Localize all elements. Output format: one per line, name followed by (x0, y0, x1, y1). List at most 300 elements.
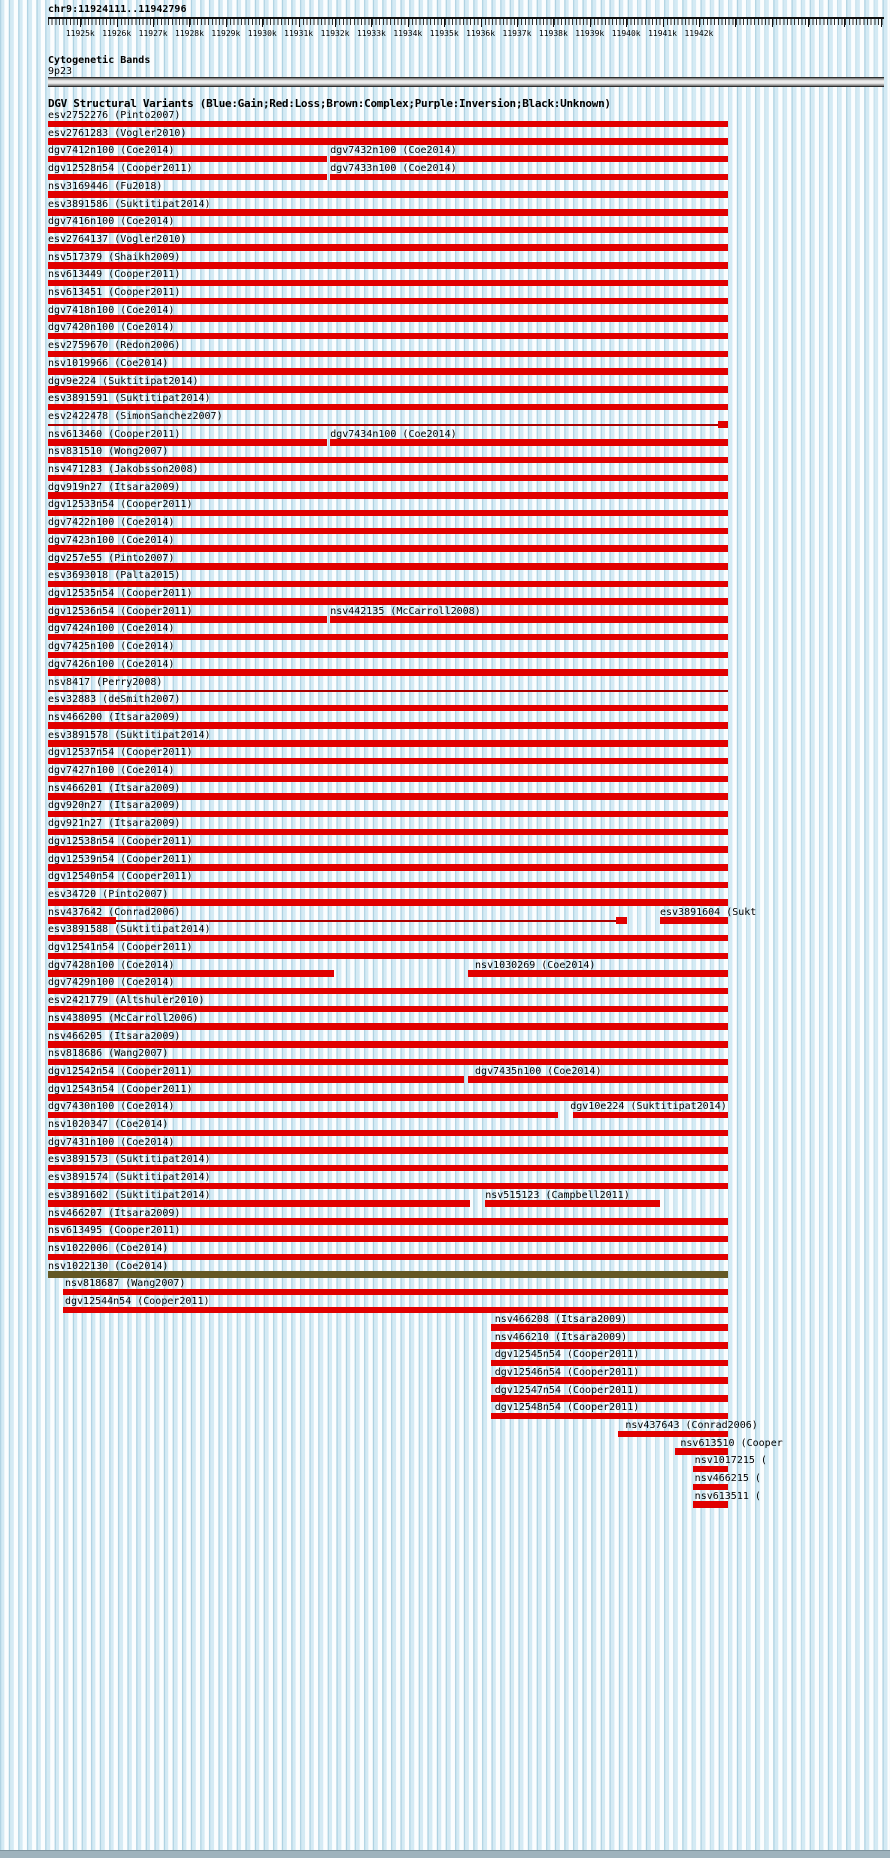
variant-label[interactable]: dgv12538n54 (Cooper2011) (48, 835, 193, 847)
ruler-major-tick (481, 17, 482, 27)
variant-bar[interactable] (693, 1501, 728, 1508)
variant-bar[interactable] (48, 227, 728, 234)
ruler-tick-label: 11935k (429, 29, 459, 38)
variant-bar[interactable] (718, 421, 728, 428)
variant-row (48, 305, 848, 323)
variant-label[interactable]: nsv466207 (Itsara2009) (48, 1207, 181, 1219)
variant-row (48, 783, 848, 801)
ruler-major-tick (844, 17, 845, 27)
variant-row (48, 1084, 848, 1102)
variant-label[interactable]: nsv437642 (Conrad2006) (48, 906, 181, 918)
variant-label[interactable]: dgv7424n100 (Coe2014) (48, 623, 175, 635)
variant-row (48, 252, 848, 270)
variant-row (48, 1420, 848, 1438)
variant-bar[interactable] (48, 333, 728, 340)
variant-row (48, 712, 848, 730)
variant-row (48, 960, 848, 978)
variant-label[interactable]: esv2422478 (SimonSanchez2007) (48, 410, 223, 422)
variant-bar[interactable] (48, 581, 728, 588)
variant-label[interactable]: dgv12536n54 (Cooper2011) (48, 605, 193, 617)
variant-label[interactable]: nsv1022130 (Coe2014) (48, 1260, 169, 1272)
variant-bar[interactable] (48, 1059, 728, 1066)
variant-row (48, 1455, 848, 1473)
variant-label[interactable]: nsv1019966 (Coe2014) (48, 357, 169, 369)
variant-row (48, 570, 848, 588)
ruler-tick-label: 11930k (247, 29, 277, 38)
variant-row (48, 1261, 848, 1279)
ruler-tick-label: 11940k (611, 29, 641, 38)
variant-label[interactable]: dgv7431n100 (Coe2014) (48, 1136, 175, 1148)
variant-row (48, 924, 848, 942)
variant-row (48, 854, 848, 872)
ruler-major-tick (189, 17, 190, 27)
variant-bar[interactable] (330, 616, 728, 623)
variant-row (48, 163, 848, 181)
variant-label[interactable]: nsv437643 (Conrad2006) (625, 1420, 758, 1432)
variant-row (48, 871, 848, 889)
variant-bar[interactable] (491, 1377, 728, 1384)
variant-bar[interactable] (48, 404, 728, 411)
variant-bar[interactable] (63, 1289, 728, 1296)
variant-label[interactable]: dgv257e55 (Pinto2007) (48, 552, 175, 564)
ruler-major-tick (117, 17, 118, 27)
variant-label[interactable]: esv2752276 (Pinto2007) (48, 110, 181, 121)
variant-row (48, 1314, 848, 1332)
ruler-major-tick (590, 17, 591, 27)
ruler-major-tick (335, 17, 336, 27)
variant-label[interactable]: nsv1020347 (Coe2014) (48, 1119, 169, 1131)
variant-row (48, 677, 848, 695)
ruler-major-tick (444, 17, 445, 27)
variant-bar[interactable] (48, 368, 728, 375)
variant-bar[interactable] (48, 439, 327, 446)
variant-bar[interactable] (330, 439, 728, 446)
variant-bar[interactable] (48, 1254, 728, 1261)
ruler-major-tick (262, 17, 263, 27)
variant-label[interactable]: esv3891602 (Suktitipat2014) (48, 1189, 211, 1201)
variant-bar[interactable] (693, 1466, 728, 1473)
variant-bar[interactable] (63, 1307, 728, 1314)
variant-label[interactable]: esv32883 (deSmith2007) (48, 694, 181, 706)
variant-row (48, 1048, 848, 1066)
variant-row (48, 358, 848, 376)
variant-bar[interactable] (573, 1112, 728, 1119)
variant-label[interactable]: esv2761283 (Vogler2010) (48, 127, 187, 139)
variant-label[interactable]: nsv517379 (Shaikh2009) (48, 251, 181, 263)
variant-label[interactable]: esv3891574 (Suktitipat2014) (48, 1172, 211, 1184)
variant-bar[interactable] (48, 1271, 728, 1278)
variant-row (48, 907, 848, 925)
variant-bar[interactable] (491, 1324, 728, 1331)
variant-label[interactable]: nsv466200 (Itsara2009) (48, 711, 181, 723)
variant-label[interactable]: nsv1022006 (Coe2014) (48, 1243, 169, 1254)
region-title: chr9:11924111..11942796 (48, 4, 187, 15)
variant-label[interactable]: dgv12539n54 (Cooper2011) (48, 853, 193, 865)
variant-label[interactable]: dgv7422n100 (Coe2014) (48, 517, 175, 529)
variant-bar[interactable] (48, 1200, 470, 1207)
variant-row (48, 340, 848, 358)
dgv-section-title: DGV Structural Variants (Blue:Gain;Red:Loss;Brown:Complex;Purple:Inversion;Black:Unknown) (48, 97, 611, 110)
variant-label[interactable]: nsv515123 (Campbell2011) (485, 1189, 630, 1201)
variant-bar[interactable] (48, 899, 728, 906)
variant-label[interactable]: nsv438095 (McCarroll2006) (48, 1012, 199, 1024)
variant-label[interactable]: esv2759670 (Redon2006) (48, 340, 181, 352)
variant-bar[interactable] (48, 758, 728, 765)
variant-label[interactable]: dgv7425n100 (Coe2014) (48, 641, 175, 653)
ruler-baseline[interactable] (48, 17, 884, 25)
variant-row (48, 482, 848, 500)
variant-bar[interactable] (48, 953, 728, 960)
variant-row (48, 269, 848, 287)
variant-bar[interactable] (48, 298, 728, 305)
variant-row (48, 199, 848, 217)
variant-label[interactable]: dgv12535n54 (Cooper2011) (48, 587, 193, 599)
variant-label[interactable]: dgv7423n100 (Coe2014) (48, 534, 175, 546)
variant-bar[interactable] (616, 917, 628, 924)
variant-bar[interactable] (330, 156, 728, 163)
variant-bar[interactable] (48, 616, 327, 623)
variant-bar[interactable] (48, 1218, 728, 1225)
variant-label[interactable]: esv3891573 (Suktitipat2014) (48, 1154, 211, 1166)
variant-bar[interactable] (48, 510, 728, 517)
variant-row (48, 995, 848, 1013)
variant-label[interactable]: dgv7427n100 (Coe2014) (48, 765, 175, 777)
variant-bar[interactable] (48, 351, 728, 358)
variant-row (48, 1243, 848, 1261)
variant-row (48, 641, 848, 659)
variant-bar[interactable] (48, 1165, 728, 1172)
variant-bar[interactable] (48, 1183, 728, 1190)
variant-label[interactable]: dgv7432n100 (Coe2014) (330, 145, 457, 157)
variant-label[interactable]: dgv7433n100 (Coe2014) (330, 163, 457, 175)
variant-row (48, 1031, 848, 1049)
variant-bar[interactable] (48, 811, 728, 818)
variant-row (48, 889, 848, 907)
ruler-tick-label: 11938k (538, 29, 568, 38)
variant-bar[interactable] (48, 545, 728, 552)
variant-row (48, 517, 848, 535)
variant-bar[interactable] (48, 690, 728, 692)
variant-bar[interactable] (491, 1342, 728, 1349)
variant-label[interactable]: dgv921n27 (Itsara2009) (48, 818, 181, 830)
ruler-tick-label: 11937k (502, 29, 532, 38)
variant-bar[interactable] (468, 970, 728, 977)
variant-bar[interactable] (116, 920, 616, 922)
variant-label[interactable]: nsv471283 (Jakobsson2008) (48, 464, 199, 476)
ruler-major-tick (881, 17, 882, 27)
variant-label[interactable]: dgv919n27 (Itsara2009) (48, 481, 181, 493)
ruler-tick-label: 11931k (284, 29, 314, 38)
variant-bar[interactable] (48, 475, 728, 482)
variant-bar[interactable] (48, 1041, 728, 1048)
variant-bar[interactable] (48, 424, 718, 426)
variant-label[interactable]: dgv12537n54 (Cooper2011) (48, 747, 193, 759)
variant-bar[interactable] (48, 1130, 728, 1137)
variant-row (48, 1208, 848, 1226)
ruler-major-tick (772, 17, 773, 27)
variant-row (48, 800, 848, 818)
variant-bar[interactable] (491, 1360, 728, 1367)
variant-row (48, 1101, 848, 1119)
variant-row (48, 1190, 848, 1208)
variant-row (48, 623, 848, 641)
variant-bar[interactable] (48, 138, 728, 145)
variant-label[interactable]: nsv442135 (McCarroll2008) (330, 605, 481, 617)
ruler-tick-label: 11929k (211, 29, 241, 38)
variant-label[interactable]: nsv613511 ( (694, 1490, 761, 1502)
variant-label[interactable]: dgv7416n100 (Coe2014) (48, 216, 175, 228)
variant-row (48, 535, 848, 553)
variant-bar[interactable] (48, 776, 728, 783)
variant-row (48, 429, 848, 447)
variant-row (48, 1491, 848, 1509)
variant-bar[interactable] (48, 244, 728, 251)
variant-label[interactable]: dgv12547n54 (Cooper2011) (494, 1384, 640, 1396)
variant-label[interactable]: nsv818686 (Wang2007) (48, 1048, 169, 1060)
variant-row (48, 1013, 848, 1031)
variant-bar[interactable] (48, 705, 728, 712)
variant-label[interactable]: nsv613510 (Cooper (680, 1437, 783, 1449)
variant-label[interactable]: nsv466208 (Itsara2009) (494, 1313, 628, 1325)
variant-label[interactable]: esv2764137 (Vogler2010) (48, 233, 187, 245)
variant-row (48, 110, 848, 128)
variant-bar[interactable] (48, 652, 728, 659)
variant-label[interactable]: dgv7430n100 (Coe2014) (48, 1101, 175, 1113)
variant-row (48, 1225, 848, 1243)
variant-label[interactable]: dgv12541n54 (Cooper2011) (48, 942, 193, 954)
variant-bar[interactable] (48, 156, 327, 163)
variant-label[interactable]: nsv613449 (Cooper2011) (48, 269, 181, 281)
variant-row (48, 393, 848, 411)
ruler-major-tick (699, 17, 700, 27)
variant-label[interactable]: nsv818687 (Wang2007) (65, 1278, 186, 1290)
ruler-tick-label: 11927k (138, 29, 168, 38)
variant-bar[interactable] (48, 1006, 728, 1013)
variant-row (48, 376, 848, 394)
variant-bar[interactable] (660, 917, 728, 924)
variant-bar[interactable] (48, 1094, 728, 1101)
variant-row (48, 588, 848, 606)
ruler-tick-label: 11942k (684, 29, 714, 38)
variant-bar[interactable] (48, 1112, 558, 1119)
variant-label[interactable]: esv3891591 (Suktitipat2014) (48, 393, 211, 405)
variant-label[interactable]: esv2421779 (Altshuler2010) (48, 995, 205, 1007)
variant-label[interactable]: nsv613451 (Cooper2011) (48, 287, 181, 299)
variant-bar[interactable] (48, 882, 728, 889)
variant-bar[interactable] (48, 121, 728, 128)
ruler-major-tick (408, 17, 409, 27)
variant-bar[interactable] (48, 262, 728, 269)
variant-bar[interactable] (48, 793, 728, 800)
variant-row (48, 1385, 848, 1403)
variant-row (48, 765, 848, 783)
variant-row (48, 322, 848, 340)
variant-row (48, 694, 848, 712)
ruler-tick-label: 11928k (175, 29, 204, 38)
variant-bar[interactable] (48, 970, 334, 977)
variant-bar[interactable] (48, 598, 728, 605)
variant-row (48, 1172, 848, 1190)
variant-bar[interactable] (468, 1076, 728, 1083)
variant-label[interactable]: esv34720 (Pinto2007) (48, 888, 169, 900)
variant-row (48, 606, 848, 624)
variant-label[interactable]: dgv12543n54 (Cooper2011) (48, 1083, 193, 1095)
ruler-major-tick (80, 17, 81, 27)
variant-label[interactable]: nsv466201 (Itsara2009) (48, 782, 181, 794)
variant-row (48, 1137, 848, 1155)
ruler-major-tick (735, 17, 736, 27)
ruler-major-tick (371, 17, 372, 27)
variant-label[interactable]: dgv9e224 (Suktitipat2014) (48, 375, 199, 387)
variant-label[interactable]: dgv10e224 (Suktitipat2014) (570, 1101, 727, 1113)
variant-bar[interactable] (48, 722, 728, 729)
variant-label[interactable]: dgv920n27 (Itsara2009) (48, 800, 181, 812)
variant-row (48, 1349, 848, 1367)
variant-label[interactable]: dgv7435n100 (Coe2014) (475, 1065, 602, 1077)
variant-row (48, 464, 848, 482)
cytoband-bar (48, 77, 884, 87)
variant-row (48, 553, 848, 571)
variant-row (48, 1473, 848, 1491)
variant-row (48, 1332, 848, 1350)
variant-bar[interactable] (48, 174, 327, 181)
variant-label[interactable]: dgv12546n54 (Cooper2011) (494, 1366, 640, 1378)
variant-label[interactable]: dgv7428n100 (Coe2014) (48, 959, 175, 971)
variant-row (48, 977, 848, 995)
variant-row (48, 730, 848, 748)
ruler-tick-label: 11925k (65, 29, 95, 38)
ruler-tick-label: 11939k (575, 29, 605, 38)
variant-bar[interactable] (48, 669, 728, 676)
variant-row (48, 747, 848, 765)
variant-label[interactable]: nsv1017215 ( (694, 1455, 767, 1467)
variant-row (48, 234, 848, 252)
variant-label[interactable]: nsv8417 (Perry2008) (48, 676, 163, 688)
variant-label[interactable]: esv3891586 (Suktitipat2014) (48, 198, 211, 210)
variant-bar[interactable] (48, 864, 728, 871)
variant-label[interactable]: dgv12542n54 (Cooper2011) (48, 1065, 193, 1077)
variant-label[interactable]: dgv7434n100 (Coe2014) (330, 428, 457, 440)
variant-row (48, 818, 848, 836)
ruler-major-tick (663, 17, 664, 27)
variant-label[interactable]: esv3891604 (Sukt (660, 906, 757, 918)
variant-bar[interactable] (48, 634, 728, 641)
variant-bar[interactable] (48, 563, 728, 570)
variant-label[interactable]: esv3891578 (Suktitipat2014) (48, 729, 211, 741)
ruler-major-tick (553, 17, 554, 27)
ruler-tick-label: 11941k (648, 29, 677, 38)
variant-label[interactable]: nsv613460 (Cooper2011) (48, 428, 181, 440)
variant-label[interactable]: dgv12540n54 (Cooper2011) (48, 871, 193, 883)
variant-bar[interactable] (48, 457, 728, 464)
variant-bar[interactable] (48, 740, 728, 747)
variant-label[interactable]: nsv613495 (Cooper2011) (48, 1225, 181, 1237)
variant-bar[interactable] (693, 1484, 728, 1491)
variant-label[interactable]: dgv12533n54 (Cooper2011) (48, 499, 193, 511)
variant-bar[interactable] (48, 1147, 728, 1154)
variant-row (48, 411, 848, 429)
dgv-track (48, 110, 848, 1509)
ruler-major-tick (299, 17, 300, 27)
variant-bar[interactable] (491, 1395, 728, 1402)
variant-row (48, 659, 848, 677)
variant-row (48, 1278, 848, 1296)
variant-row (48, 1402, 848, 1420)
variant-bar[interactable] (48, 917, 116, 924)
variant-bar[interactable] (48, 935, 728, 942)
ruler-tick-label: 11934k (393, 29, 423, 38)
variant-bar[interactable] (48, 988, 728, 995)
variant-row (48, 216, 848, 234)
variant-row (48, 145, 848, 163)
variant-label[interactable]: nsv831510 (Wong2007) (48, 446, 169, 458)
variant-label[interactable]: nsv466210 (Itsara2009) (494, 1331, 628, 1343)
variant-row (48, 1154, 848, 1172)
variant-row (48, 446, 848, 464)
variant-row (48, 836, 848, 854)
variant-bar[interactable] (48, 1076, 464, 1083)
variant-bar[interactable] (48, 386, 728, 393)
cytoband-name: 9p23 (48, 66, 73, 77)
variant-label[interactable]: dgv12544n54 (Cooper2011) (65, 1296, 210, 1308)
variant-bar[interactable] (48, 209, 728, 216)
variant-bar[interactable] (330, 174, 728, 181)
variant-bar[interactable] (48, 280, 728, 287)
variant-label[interactable]: esv3693018 (Palta2015) (48, 570, 181, 582)
variant-row (48, 128, 848, 146)
ruler-major-tick (808, 17, 809, 27)
variant-row (48, 181, 848, 199)
variant-bar[interactable] (48, 528, 728, 535)
variant-row (48, 1119, 848, 1137)
genome-ruler[interactable] (48, 17, 884, 43)
variant-label[interactable]: nsv1030269 (Coe2014) (475, 959, 596, 971)
variant-label[interactable]: dgv7418n100 (Coe2014) (48, 304, 175, 316)
variant-bar[interactable] (48, 315, 728, 322)
variant-bar[interactable] (485, 1200, 660, 1207)
variant-label[interactable]: nsv466205 (Itsara2009) (48, 1030, 181, 1042)
variant-label[interactable]: dgv12528n54 (Cooper2011) (48, 163, 193, 175)
variant-label[interactable]: dgv12548n54 (Cooper2011) (494, 1402, 640, 1414)
ruler-major-tick (226, 17, 227, 27)
variant-bar[interactable] (48, 1023, 728, 1030)
variant-bar[interactable] (48, 829, 728, 836)
ruler-tick-label: 11936k (466, 29, 496, 38)
variant-row (48, 287, 848, 305)
variant-bar[interactable] (48, 1236, 728, 1243)
variant-bar[interactable] (491, 1413, 728, 1420)
variant-bar[interactable] (618, 1431, 728, 1438)
variant-row (48, 499, 848, 517)
variant-bar[interactable] (48, 492, 728, 499)
ruler-major-tick (153, 17, 154, 27)
variant-bar[interactable] (675, 1448, 728, 1455)
variant-row (48, 1438, 848, 1456)
variant-row (48, 1296, 848, 1314)
variant-row (48, 942, 848, 960)
variant-label[interactable]: nsv466215 ( (694, 1473, 761, 1485)
variant-label[interactable]: dgv12545n54 (Cooper2011) (494, 1349, 640, 1361)
variant-label[interactable]: dgv7429n100 (Coe2014) (48, 977, 175, 989)
variant-label[interactable]: dgv7426n100 (Coe2014) (48, 658, 175, 670)
variant-bar[interactable] (48, 846, 728, 853)
ruler-tick-label: 11932k (320, 29, 350, 38)
variant-label[interactable]: esv3891588 (Suktitipat2014) (48, 924, 211, 936)
variant-bar[interactable] (48, 191, 728, 198)
variant-label[interactable]: nsv3169446 (Fu2018) (48, 180, 163, 192)
variant-label[interactable]: dgv7420n100 (Coe2014) (48, 322, 175, 334)
variant-label[interactable]: dgv7412n100 (Coe2014) (48, 145, 175, 157)
